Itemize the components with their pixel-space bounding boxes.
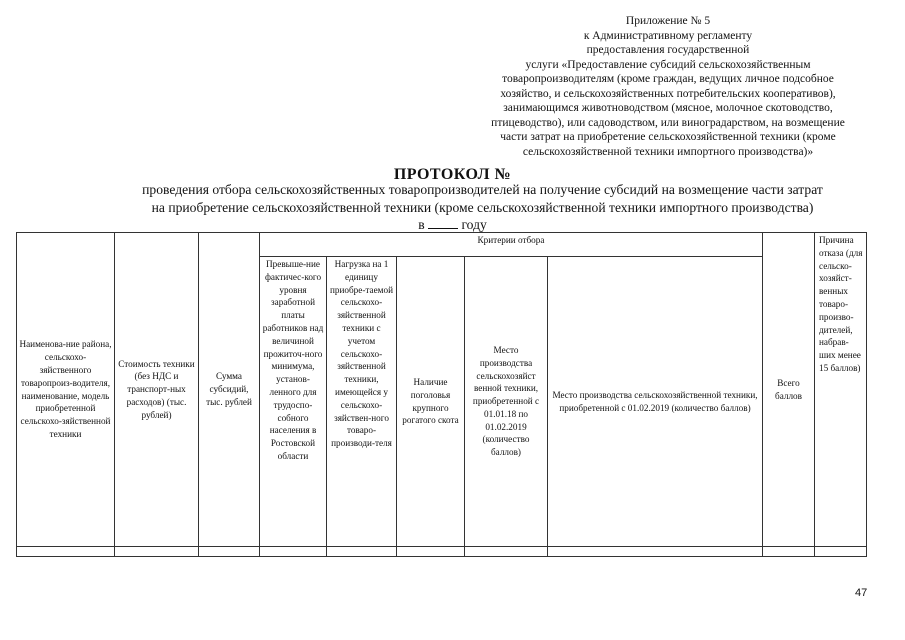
annex-line: части затрат на приобретение сельскохозяйственной техники (кроме — [500, 131, 836, 143]
header-cost-column: Стоимость техники (без НДС и транспорт-ных расходов) (тыс. рублей) — [115, 233, 199, 547]
year-prefix: в — [418, 217, 425, 232]
annex-line: услуги «Предоставление субсидий сельскохозяйственным — [525, 58, 811, 71]
subtitle-line: на приобретение сельскохозяйственной техники (кроме сельскохозяйственной техники импортного производства) — [151, 200, 814, 215]
table-row-empty — [17, 547, 867, 557]
header-subsidy-column: Сумма субсидий, тыс. рублей — [199, 233, 260, 547]
year-suffix: году — [461, 217, 487, 232]
header-name-column: Наименова-ние района, сельскохо-зяйственного товаропроиз-водителя, наименование, модель приобретенной сельскохо-зяйственной техники — [17, 233, 115, 547]
protocol-subtitle — [60, 181, 905, 217]
annex-line: сельскохозяйственной техники импортного производства)» — [522, 145, 814, 158]
year-line — [0, 217, 905, 233]
annex-line: предоставления государственной — [586, 44, 750, 56]
protocol-title: ПРОТОКОЛ № — [393, 166, 512, 183]
criterion-place-after: Место производства сельскохозяйственной техники, приобретенной с 01.02.2019 (количество баллов) — [548, 257, 763, 547]
annex-line: к Административному регламенту — [583, 29, 753, 42]
protocol-table — [16, 232, 867, 557]
annex-line: Приложение № 5 — [625, 15, 711, 27]
annex-line: птицеводство), или садоводством, или виноградарством, на возмещение — [491, 116, 845, 129]
annex-line: товаропроизводителям (кроме граждан, ведущих личное подсобное — [502, 73, 834, 85]
annex-line: занимающимся животноводством (мясное, молочное скотоводство, — [503, 102, 833, 114]
criterion-cattle: Наличие поголовья крупного рогатого скота — [397, 257, 465, 547]
annex-line: хозяйство, и сельскохозяйственных потребительских кооперативов), — [500, 87, 836, 100]
year-blank-field — [428, 217, 458, 229]
criterion-salary: Превыше-ние фактичес-кого уровня заработной платы работников над величиной прожиточ-ного минимума, установ-ленного для трудоспо-собного населения в Ростовской области — [260, 257, 327, 547]
page-number: 47 — [855, 587, 868, 599]
subtitle-line: проведения отбора сельскохозяйственных товаропроизводителей на получение субсидий на возмещение части затрат — [142, 182, 823, 197]
header-criteria-group: Критерии отбора — [260, 233, 763, 257]
criterion-load: Нагрузка на 1 единицу приобре-таемой сельскохо-зяйственной техники с учетом сельскохо-зяйственной техники, имеющейся у сельскохо-зяйствен-ного товаро-производи-теля — [327, 257, 397, 547]
header-reason-column: Причина отказа (для сельско-хозяйст-венных товаро-произво-дителей, набрав-ших менее 15 баллов) — [815, 233, 867, 547]
annex-header — [468, 14, 868, 159]
header-total-column: Всего баллов — [763, 233, 815, 547]
criterion-place-before: Место производства сельскохозяйст венной техники, приобретенной с 01.01.18 по 01.02.2019 (количество баллов) — [465, 257, 548, 547]
